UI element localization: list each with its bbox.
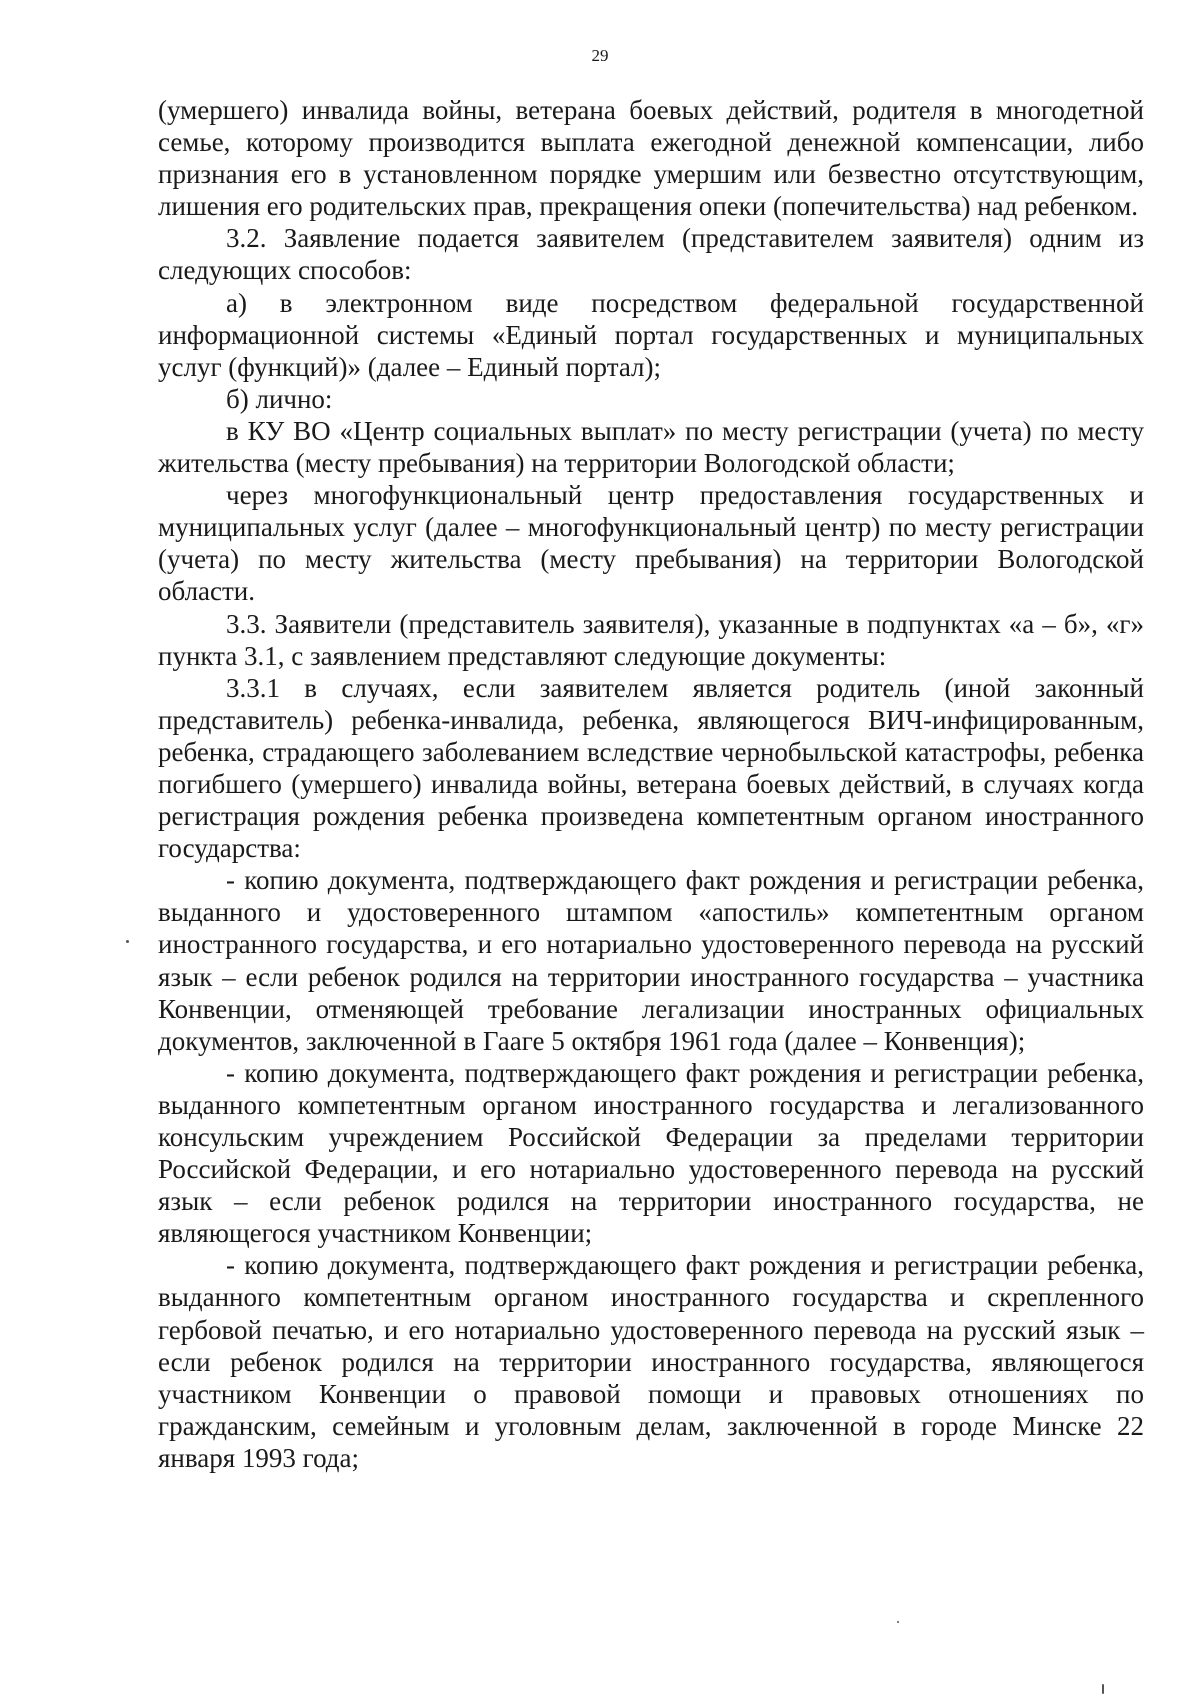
paragraph-3-3: 3.3. Заявители (представитель заявителя), указанные в подпунктах «а – б», «г» пункта 3.1, с заявлением представляют следующие документы: (158, 608, 1144, 671)
paragraph-3-3-1: 3.3.1 в случаях, если заявителем является родитель (иной законный представитель) ребенка-инвалида, ребенка, являющегося ВИЧ-инфицированным, ребенка, страдающего заболеванием вследствие чернобыльской катастрофы, ребенка погибшего (умершего) инвалида войны, ветерана боевых действий, в случаях когда регистрация рождения ребенка произведена компетентным органом иностранного государства: (158, 672, 1144, 864)
scan-speck (1102, 1684, 1104, 1694)
paragraph-1: (умершего) инвалида войны, ветерана боевых действий, родителя в многодетной семье, которому производится выплата ежегодной денежной компенсации, либо признания его в установленном порядке умершим или безвестно отсутствующим, лишения его родительских прав, прекращения опеки (попечительства) над ребенком. (158, 95, 1144, 222)
paragraph-3-2: 3.2. Заявление подается заявителем (представителем заявителя) одним из следующих способов: (158, 223, 1144, 286)
paragraph-3-2-b-mfc: через многофункциональный центр предоставления государственных и муниципальных услуг (далее – многофункциональный центр) по месту регистрации (учета) по месту жительства (месту пребывания) на территории Вологодской области. (158, 480, 1144, 607)
paragraph-3-2-b: б) лично: (226, 383, 333, 414)
scan-speck (126, 940, 129, 943)
list-item-apostille: - копию документа, подтверждающего факт рождения и регистрации ребенка, выданного и удостоверенного штампом «апостиль» компетентным органом иностранного государства, и его нотариально удостоверенного перевода на русский язык – если ребенок родился на территории иностранного государства – участника Конвенции, отменяющей требование легализации иностранных официальных документов, заключенной в Гааге 5 октября 1961 года (далее – Конвенция); (158, 865, 1144, 1056)
list-item-minsk-convention: - копию документа, подтверждающего факт рождения и регистрации ребенка, выданного компетентным органом иностранного государства и скрепленного гербовой печатью, и его нотариально удостоверенного перевода на русский язык – если ребенок родился на территории иностранного государства, являющегося участником Конвенции о правовой помощи и правовых отношениях по гражданским, семейным и уголовным делам, заключенной в городе Минске 22 января 1993 года; (158, 1250, 1144, 1473)
document-body (158, 94, 1144, 1474)
scan-speck (897, 1621, 899, 1623)
paragraph-3-2-b-center: в КУ ВО «Центр социальных выплат» по месту регистрации (учета) по месту жительства (месту пребывания) на территории Вологодской области; (158, 415, 1144, 479)
page-number: 29 (591, 46, 609, 65)
paragraph-3-2-a: а) в электронном виде посредством федеральной государственной информационной системы «Единый портал государственных и муниципальных услуг (функций)» (далее – Единый портал); (158, 287, 1144, 382)
list-item-legalized: - копию документа, подтверждающего факт рождения и регистрации ребенка, выданного компетентным органом иностранного государства и легализованного консульским учреждением Российской Федерации за пределами территории Российской Федерации, и его нотариально удостоверенного перевода на русский язык – если ребенок родился на территории иностранного государства, не являющегося участником Конвенции; (158, 1057, 1144, 1249)
